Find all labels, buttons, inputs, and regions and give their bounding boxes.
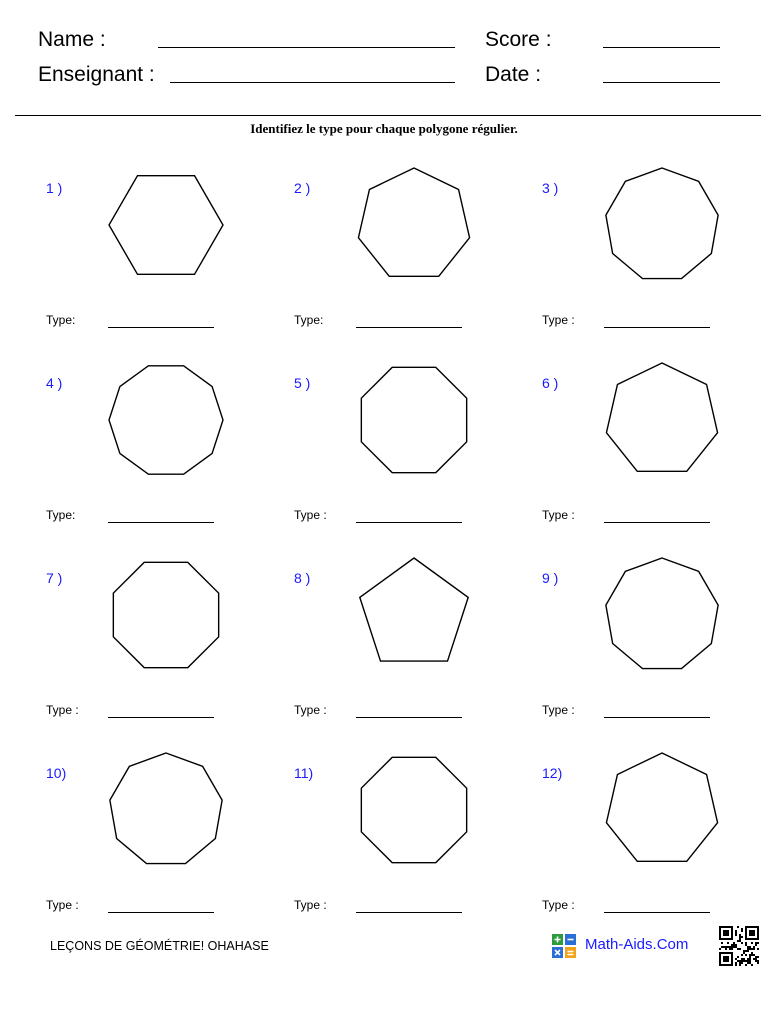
problem-7 [46,570,286,760]
type-label: Type : [46,703,79,717]
type-label: Type : [542,508,575,522]
problem-6 [542,375,768,565]
polygon-shape [349,355,479,485]
problem-8 [294,570,534,760]
polygon-shape [101,355,231,485]
qr-code-icon [719,926,759,966]
problem-number: 1 ) [46,180,63,196]
polygon-outline [606,558,718,669]
problem-2 [294,180,534,370]
score-label: Score : [485,28,552,51]
polygon-shape [597,355,727,485]
date-field[interactable] [603,82,720,83]
type-answer-field[interactable] [604,522,710,523]
polygon-shape [597,745,727,875]
problem-number: 5 ) [294,375,311,391]
polygon-shape [349,745,479,875]
problem-number: 7 ) [46,570,63,586]
polygon-outline [358,168,469,276]
polygon-shape [597,550,727,680]
problem-number: 12) [542,765,563,781]
problem-3 [542,180,768,370]
problem-number: 8 ) [294,570,311,586]
problem-number: 2 ) [294,180,311,196]
type-label: Type: [46,508,76,522]
date-label: Date : [485,63,542,86]
type-label: Type: [294,313,324,327]
problem-number: 3 ) [542,180,559,196]
problem-9 [542,570,768,760]
polygon-outline [113,562,218,667]
polygon-outline [360,558,468,661]
type-label: Type : [294,898,327,912]
problem-11 [294,765,534,955]
problem-number: 10) [46,765,67,781]
polygon-outline [109,366,223,474]
problem-number: 4 ) [46,375,63,391]
problem-number: 9 ) [542,570,559,586]
type-answer-field[interactable] [108,522,214,523]
type-label: Type: [46,313,76,327]
polygon-shape [101,745,231,875]
polygon-outline [606,753,717,861]
polygon-outline [606,168,718,279]
problem-4 [46,375,286,565]
instructions: Identifiez le type pour chaque polygone régulier. [250,121,518,136]
type-label: Type : [294,703,327,717]
type-label: Type : [46,898,79,912]
problem-1 [46,180,286,370]
type-answer-field[interactable] [108,327,214,328]
problem-10 [46,765,286,955]
type-answer-field[interactable] [108,912,214,913]
polygon-outline [110,753,222,864]
type-label: Type : [294,508,327,522]
polygon-shape [349,550,479,680]
problem-number: 6 ) [542,375,559,391]
type-answer-field[interactable] [604,912,710,913]
polygon-outline [606,363,717,471]
polygon-shape [597,160,727,290]
footer-text: LEÇONS DE GÉOMÉTRIE! OHAHASE [50,939,269,953]
type-answer-field[interactable] [356,717,462,718]
type-answer-field[interactable] [108,717,214,718]
polygon-shape [349,160,479,290]
polygon-shape [101,160,231,290]
type-answer-field[interactable] [356,912,462,913]
type-answer-field[interactable] [604,717,710,718]
polygon-outline [361,757,466,862]
name-field[interactable] [158,47,455,48]
type-label: Type : [542,703,575,717]
polygon-shape [101,550,231,680]
teacher-label: Enseignant : [38,63,155,86]
problem-5 [294,375,534,565]
score-field[interactable] [603,47,720,48]
type-label: Type : [542,313,575,327]
type-answer-field[interactable] [356,522,462,523]
type-answer-field[interactable] [356,327,462,328]
polygon-outline [109,176,223,275]
header-divider [15,115,761,116]
type-label: Type : [542,898,575,912]
type-answer-field[interactable] [604,327,710,328]
polygon-outline [361,367,466,472]
calculator-icon [552,934,576,958]
problem-number: 11) [294,765,314,781]
brand-link[interactable]: Math-Aids.Com [585,936,689,953]
name-label: Name : [38,28,106,51]
teacher-field[interactable] [170,82,455,83]
